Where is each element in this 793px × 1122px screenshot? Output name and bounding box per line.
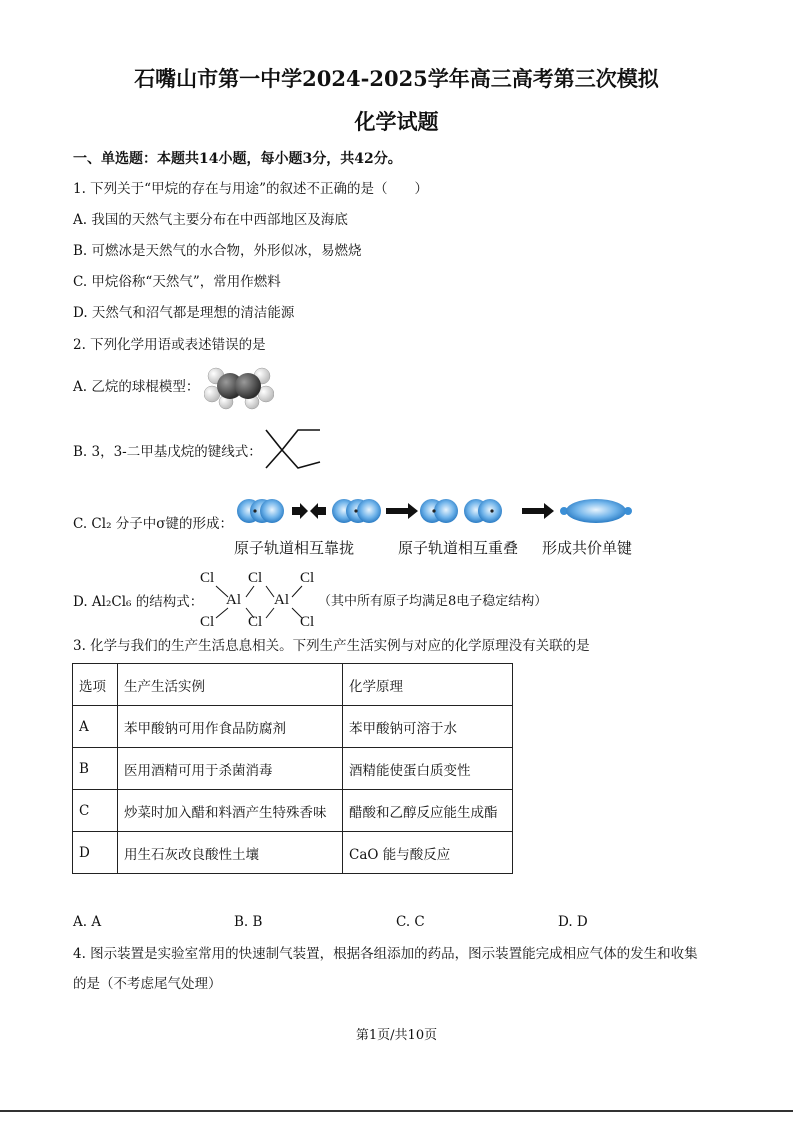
table-cell: 苯甲酸钠可溶于水	[343, 706, 513, 748]
table-row	[73, 748, 513, 790]
q1-option-a: A. 我国的天然气主要分布在中西部地区及海底	[73, 212, 348, 228]
atom-al: Al	[226, 592, 241, 608]
q4-stem-line2: 的是（不考虑尾气处理）	[73, 976, 222, 992]
q3-table	[72, 663, 513, 874]
section-heading: 一、单选题：本题共14小题，每小题3分，共42分。	[73, 151, 402, 167]
q2-option-d: D. Al₂Cl₆ 的结构式：	[73, 594, 204, 610]
arrow-right-icon	[292, 503, 308, 519]
carbon-atom	[235, 373, 261, 399]
atom-cl: Cl	[200, 614, 215, 630]
orbitals-approaching	[237, 499, 284, 523]
q2-option-a: A. 乙烷的球棍模型：	[73, 379, 200, 395]
table-row	[73, 832, 513, 874]
q1-option-c: C. 甲烷俗称“天然气”，常用作燃料	[73, 274, 281, 290]
q2-option-d-note: （其中所有原子均满足8电子稳定结构）	[318, 594, 548, 609]
table-cell: 炒菜时加入醋和料酒产生特殊香味	[118, 790, 343, 832]
arrow-right-icon	[386, 503, 418, 519]
table-cell: 醋酸和乙醇反应能生成酯	[343, 790, 513, 832]
arrow-right-icon	[522, 503, 554, 519]
table-cell: 酒精能使蛋白质变性	[343, 748, 513, 790]
sigma-single-bond	[560, 499, 632, 523]
exam-title: 石嘴山市第一中学2024-2025学年高三高考第三次模拟	[134, 66, 659, 91]
ethane-ball-stick-model	[204, 364, 274, 410]
atom-cl: Cl	[248, 570, 263, 586]
table-cell: 用生石灰改良酸性土壤	[118, 832, 343, 874]
caption-single-bond: 形成共价单键	[542, 539, 633, 557]
q2-stem: 2. 下列化学用语或表述错误的是	[73, 337, 266, 353]
q2-option-b: B. 3，3-二甲基戊烷的键线式：	[73, 444, 262, 460]
atom-cl: Cl	[248, 614, 263, 630]
orbitals-overlapping	[420, 499, 502, 523]
table-cell: 苯甲酸钠可用作食品防腐剂	[118, 706, 343, 748]
atom-cl: Cl	[300, 614, 315, 630]
table-row	[73, 790, 513, 832]
atom-al: Al	[274, 592, 289, 608]
table-header-cell: 生产生活实例	[118, 664, 343, 706]
table-header-cell: 选项	[73, 664, 118, 706]
table-cell: 医用酒精可用于杀菌消毒	[118, 748, 343, 790]
al2cl6-structural-formula	[196, 570, 326, 632]
skeletal-formula-3-3-dimethylpentane	[262, 428, 322, 470]
q3-choice-c: C. C	[396, 914, 425, 930]
table-cell: A	[73, 706, 118, 748]
table-header-cell: 化学原理	[343, 664, 513, 706]
atom-cl: Cl	[300, 570, 315, 586]
page-number: 第1页/共10页	[355, 1028, 438, 1043]
table-header-row	[73, 664, 513, 706]
table-cell: B	[73, 748, 118, 790]
caption-orbitals-overlap: 原子轨道相互重叠	[398, 539, 519, 557]
exam-subtitle: 化学试题	[354, 109, 439, 134]
arrow-left-icon	[310, 503, 326, 519]
q3-stem: 3. 化学与我们的生产生活息息相关。下列生产生活实例与对应的化学原理没有关联的是	[73, 638, 590, 654]
q2-option-c: C. Cl₂ 分子中σ键的形成：	[73, 516, 233, 532]
page-bottom-rule	[0, 1110, 793, 1112]
sigma-bond-orbital-diagram	[236, 492, 636, 532]
q1-option-d: D. 天然气和沼气都是理想的清洁能源	[73, 305, 295, 321]
q3-choice-d: D. D	[558, 914, 588, 930]
table-cell: C	[73, 790, 118, 832]
q4-stem-line1: 4. 图示装置是实验室常用的快速制气装置，根据各组添加的药品，图示装置能完成相应气体的发生和收集	[73, 946, 698, 962]
orbitals-approaching-pair	[332, 499, 381, 523]
table-cell: CaO 能与酸反应	[343, 832, 513, 874]
q1-stem: 1. 下列关于“甲烷的存在与用途”的叙述不正确的是（ ）	[73, 181, 428, 197]
q3-choice-a: A. A	[73, 914, 102, 930]
table-row	[73, 706, 513, 748]
q3-choice-b: B. B	[234, 914, 263, 930]
q1-option-b: B. 可燃冰是天然气的水合物，外形似冰，易燃烧	[73, 243, 362, 259]
table-cell: D	[73, 832, 118, 874]
caption-orbitals-approach: 原子轨道相互靠拢	[234, 539, 355, 557]
atom-cl: Cl	[200, 570, 215, 586]
